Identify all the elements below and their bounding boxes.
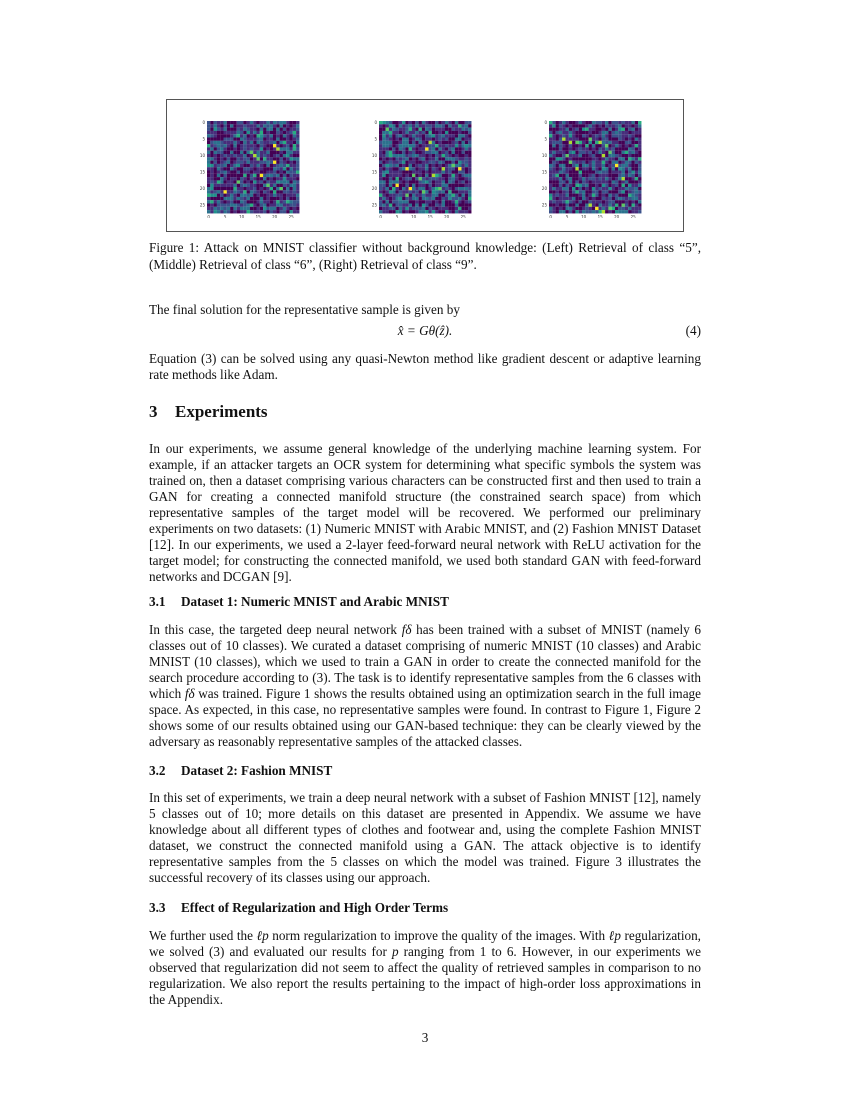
x-tick-label: 5 (223, 214, 227, 218)
text-run: In this case, the targeted deep neural network (149, 622, 402, 637)
math-lp: ℓp (256, 928, 269, 943)
x-tick-label: 15 (597, 214, 603, 218)
y-tick-label: 5 (544, 136, 547, 142)
text-run: norm regularization to improve the quality of the images. With (268, 928, 609, 943)
x-tick-label: 20 (272, 214, 278, 218)
text-run: has been trained with a subset of MNIST (namely 6 classes out of 10 classes). We curated a dataset comprising of numeric MNIST (10 classes) and Arabic MNIST (10 classes), which we used to train a GAN in order to create the connected manifold for the search procedure according to (3). The task is to identify representative samples from the 6 classes with which (149, 622, 701, 701)
y-tick-label: 25 (541, 202, 547, 208)
subsection-number: 3.2 (149, 763, 166, 778)
x-tick-label: 0 (379, 214, 382, 218)
section-3-heading (149, 402, 268, 422)
x-tick-label: 20 (444, 214, 450, 218)
x-tick-label: 5 (565, 214, 569, 218)
subsection-3-2-heading (149, 763, 332, 779)
y-tick-label: 25 (199, 202, 205, 208)
equation-4 (149, 323, 701, 341)
text-run: was trained. Figure 1 shows the results obtained using an optimization search in the full image space. As expected, in this case, no representative samples were found. In contrast to Figure 1, Figure 2 shows some of our results obtained using our GAN-based technique: they can be clearly viewed by the adversary as reasonably representative samples of the attacked classes. (149, 686, 701, 749)
section-3-paragraph: In our experiments, we assume general knowledge of the underlying machine learning system. For example, if an attacker targets an OCR system for determining what specific symbols the system was trained on, then a dataset comprising various characters can be constructed first and then used to train a GAN for creating a connected manifold structure (the constrained search space) from which representative samples of the target model will be recovered. We performed our preliminary experiments on two datasets: (1) Numeric MNIST with Arabic MNIST, and (2) Fashion MNIST Dataset [12]. In our experiments, we used a 2-layer feed-forward neural network with ReLU activation for the target model; for constructing the connected manifold, we used both standard GAN with feed-forward networks and DCGAN [9]. (149, 441, 701, 584)
y-tick-label: 5 (374, 136, 377, 142)
subsection-3-1-paragraph (149, 622, 701, 750)
subsection-3-1-heading (149, 594, 449, 610)
x-tick-label: 10 (581, 214, 587, 218)
heatmap-class-6 (367, 118, 482, 218)
y-tick-label: 15 (541, 169, 547, 175)
math-p: p (391, 944, 399, 959)
x-tick-label: 25 (460, 214, 466, 218)
text-run: We further used the (149, 928, 257, 943)
heatmap-panel-left (195, 118, 310, 218)
heatmap-panel-right (537, 118, 652, 218)
subsection-3-2-paragraph: In this set of experiments, we train a deep neural network with a subset of Fashion MNIST [12], namely 5 classes out of 10; more details on this dataset are presented in Appendix. We assume we have knowledge about all different types of clothes and footwear and, using the complete Fashion MNIST dataset, we construct the connected manifold using a GAN. The attack objective is to identify representative samples from the 5 classes on which the model was trained. Figure 3 illustrates the successful recovery of its classes using our approach. (149, 790, 701, 885)
x-tick-label: 5 (395, 214, 399, 218)
text-run: regularization, we solved (3) and evaluated our results for (149, 928, 701, 959)
y-tick-label: 10 (541, 152, 547, 158)
subsection-title: Dataset 2: Fashion MNIST (181, 763, 333, 778)
figure-1 (166, 99, 684, 232)
x-tick-label: 10 (239, 214, 245, 218)
y-tick-label: 20 (371, 185, 377, 191)
y-tick-label: 25 (371, 202, 377, 208)
heatmap-class-5 (195, 118, 310, 218)
y-tick-label: 10 (371, 152, 377, 158)
x-tick-label: 0 (207, 214, 210, 218)
y-tick-label: 20 (199, 185, 205, 191)
x-tick-label: 20 (614, 214, 620, 218)
y-tick-label: 5 (202, 136, 205, 142)
section-number: 3 (149, 402, 158, 421)
text-run: ranging from 1 to 6. However, in our experiments we observed that regularization did not seem to affect the quality of retrieved samples in comparison to no regularization. We also report the results pertaining to the impact of high-order loss approximations in the Appendix. (149, 944, 701, 1007)
y-tick-label: 10 (199, 152, 205, 158)
math-f-delta: fδ (401, 622, 412, 637)
y-tick-label: 20 (541, 185, 547, 191)
y-tick-label: 0 (374, 119, 377, 125)
subsection-3-3-heading (149, 900, 448, 916)
x-tick-label: 0 (549, 214, 552, 218)
x-tick-label: 15 (427, 214, 433, 218)
equation-body: x̂ = Gθ(ẑ). (397, 323, 453, 338)
subsection-3-3-paragraph (149, 928, 701, 1008)
x-tick-label: 10 (411, 214, 417, 218)
section-title: Experiments (175, 402, 268, 421)
post-equation-text: Equation (3) can be solved using any quasi-Newton method like gradient descent or adaptive learning rate methods like Adam. (149, 351, 701, 382)
figure-caption: Figure 1: Attack on MNIST classifier without background knowledge: (Left) Retrieval of class “5”, (Middle) Retrieval of class “6”, (Right) Retrieval of class “9”. (149, 240, 701, 272)
subsection-number: 3.1 (149, 594, 166, 609)
x-tick-label: 15 (255, 214, 261, 218)
x-tick-label: 25 (288, 214, 294, 218)
math-f-delta: fδ (184, 686, 195, 701)
y-tick-label: 0 (202, 119, 205, 125)
intro-text: The final solution for the representative sample is given by (149, 302, 460, 317)
equation-number: (4) (685, 323, 701, 338)
y-tick-label: 15 (371, 169, 377, 175)
y-tick-label: 15 (199, 169, 205, 175)
subsection-number: 3.3 (149, 900, 166, 915)
math-lp: ℓp (608, 928, 621, 943)
page-number: 3 (421, 1030, 429, 1045)
heatmap-panel-middle (367, 118, 482, 218)
x-tick-label: 25 (630, 214, 636, 218)
subsection-title: Dataset 1: Numeric MNIST and Arabic MNIST (181, 594, 449, 609)
y-tick-label: 0 (544, 119, 547, 125)
subsection-title: Effect of Regularization and High Order Terms (181, 900, 449, 915)
heatmap-class-9 (537, 118, 652, 218)
